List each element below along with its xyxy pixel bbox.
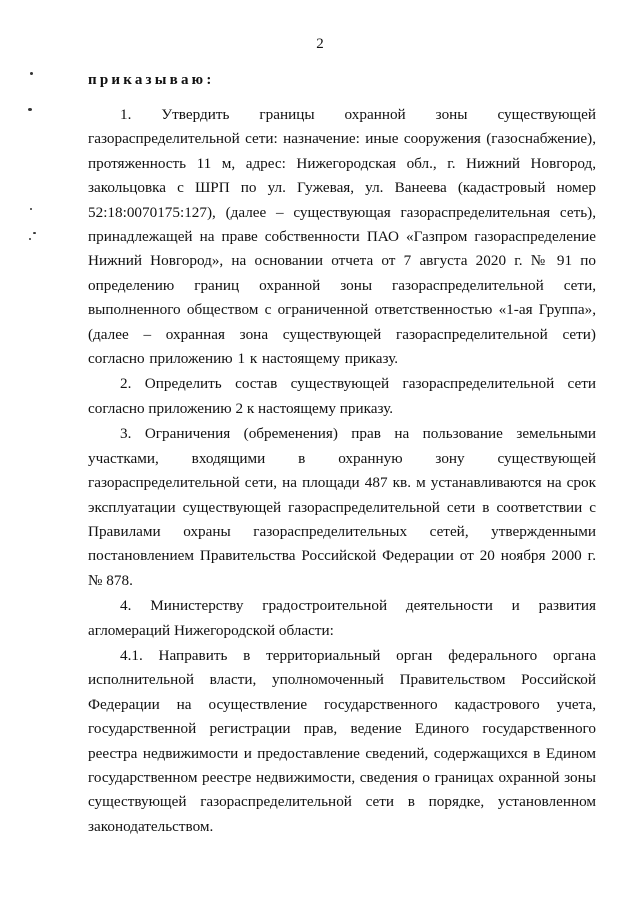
scan-speck bbox=[30, 208, 32, 210]
paragraph-3: 3. Ограничения (обременения) прав на пользование земельными участками, входящими в охранную зону существующей газораспределительной сети, на площади 487 кв. м устанавливаются на срок эксплуатации существующей газораспределительной сети в соответствии с Правилами охраны газораспределительных сетей, утвержденными постановлением Правительства Российской Федерации от 20 ноября 2000 г. № 878. bbox=[88, 425, 596, 589]
paragraph-1: 1. Утвердить границы охранной зоны существующей газораспределительной сети: назначение: иные сооружения (газоснабжение), протяженность 11 м, адрес: Нижегородская обл., г. Нижний Новгород, закольцовка с ШРП по ул. Гужевая, ул. Ванеева (кадастровый номер 52:18:0070175:127), (далее – существующая газораспределительная сеть), принадлежащей на праве собственности ПАО «Газпром газораспределение Нижний Новгород», на основании отчета от 7 августа 2020 г. № 91 по определению границ охранной зоны газораспределительной сети, выполненного обществом с ограниченной ответственностью «1-ая Группа», (далее – охранная зона существующей газораспределительной сети) согласно приложению 1 к настоящему приказу. bbox=[88, 106, 596, 368]
scan-speck bbox=[30, 72, 33, 75]
document-body bbox=[88, 103, 596, 839]
page-number: 2 bbox=[316, 36, 324, 52]
scan-speck bbox=[33, 232, 36, 234]
scan-speck bbox=[29, 238, 31, 240]
paragraph-2: 2. Определить состав существующей газораспределительной сети согласно приложению 2 к настоящему приказу. bbox=[88, 375, 596, 417]
scan-speck bbox=[28, 108, 32, 111]
order-heading: приказываю: bbox=[88, 72, 215, 88]
paragraph-4: 4. Министерству градостроительной деятельности и развития агломераций Нижегородской области: bbox=[88, 597, 596, 639]
paragraph-4-1: 4.1. Направить в территориальный орган федерального органа исполнительной власти, уполномоченный Правительством Российской Федерации на осуществление государственного кадастрового учета, государственной регистрации прав, ведение Единого государственного реестра недвижимости и предоставление сведений, содержащихся в Едином государственном реестре недвижимости, сведения о границах охранной зоны существующей газораспределительной сети в порядке, установленном законодательством. bbox=[88, 646, 596, 835]
